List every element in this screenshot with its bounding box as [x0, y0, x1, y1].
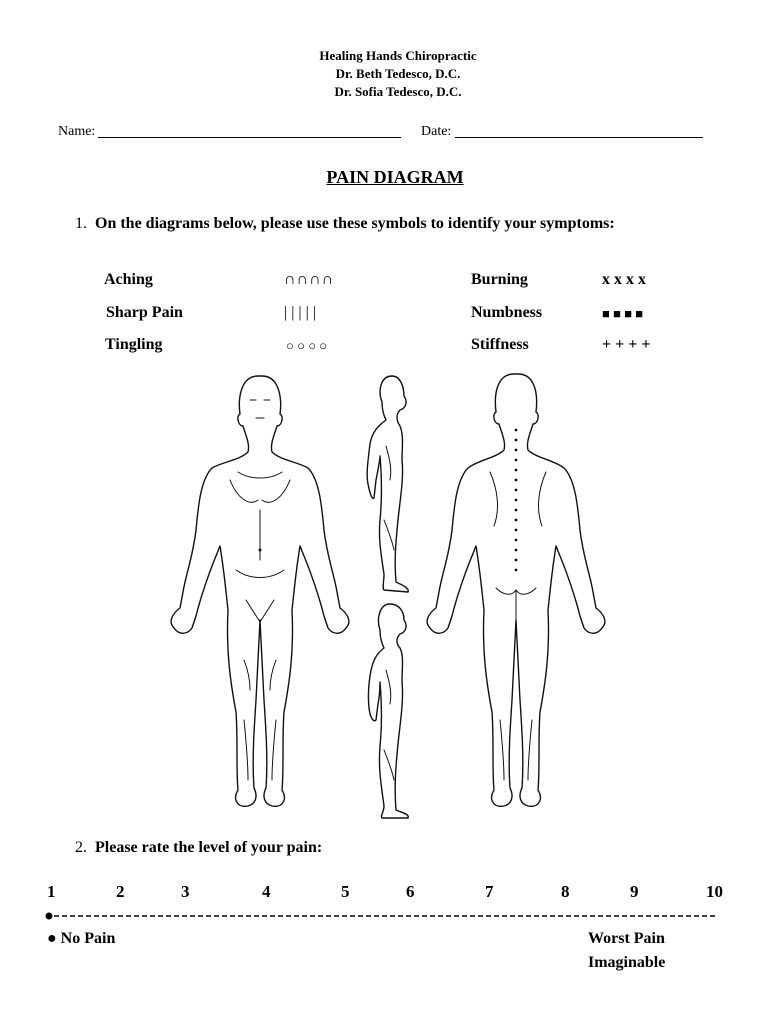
name-field[interactable]: [98, 123, 401, 138]
question-2: [75, 839, 322, 857]
scale-number-1[interactable]: 1: [47, 882, 56, 901]
scale-number-9[interactable]: 9: [630, 882, 639, 901]
scale-number-2[interactable]: 2: [116, 882, 125, 901]
scale-number-6[interactable]: 6: [406, 882, 415, 901]
scale-start-dot: [46, 913, 53, 920]
legend-burning-symbol: x x x x: [602, 271, 646, 288]
side-body-figure-lower[interactable]: [369, 604, 409, 818]
body-diagram[interactable]: [0, 360, 770, 830]
doctor-name-1: Dr. Beth Tedesco, D.C.: [335, 66, 461, 81]
date-field[interactable]: [455, 123, 703, 138]
scale-number-8[interactable]: 8: [561, 882, 570, 901]
scale-number-3[interactable]: 3: [181, 882, 190, 901]
worst-pain-label-line2: Imaginable: [588, 954, 666, 971]
question-1: [75, 215, 615, 233]
side-body-figure-upper[interactable]: [367, 376, 408, 592]
scale-number-10[interactable]: 10: [706, 882, 723, 901]
legend-sharp-symbol: | | | | |: [284, 304, 317, 321]
legend-numbness-symbol: ■ ■ ■ ■: [602, 306, 644, 321]
scale-number-7[interactable]: 7: [485, 882, 494, 901]
pain-scale-line[interactable]: [44, 910, 720, 922]
front-body-figure[interactable]: [171, 376, 349, 806]
legend-aching-symbol: ∩∩∩∩: [284, 271, 335, 288]
legend-numbness-label: Numbness: [471, 304, 543, 321]
legend-aching-label: Aching: [104, 271, 153, 288]
question-2-number: 2.: [75, 839, 87, 856]
name-label: Name:: [58, 124, 96, 139]
legend-stiffness-label: Stiffness: [471, 336, 529, 353]
legend-stiffness-symbol: + + + +: [602, 336, 651, 353]
spine-dots: [515, 429, 518, 572]
legend-burning-label: Burning: [471, 271, 528, 288]
page-title: PAIN DIAGRAM: [326, 167, 464, 187]
legend-sharp-label: Sharp Pain: [106, 304, 183, 321]
legend-tingling-symbol: ○ ○ ○ ○: [286, 338, 328, 353]
date-label: Date:: [421, 124, 452, 139]
scale-number-4[interactable]: 4: [262, 882, 271, 901]
worst-pain-label-line1: Worst Pain: [588, 930, 665, 947]
legend-tingling-label: Tingling: [105, 336, 163, 353]
practice-name: Healing Hands Chiropractic: [319, 48, 477, 63]
question-1-text: On the diagrams below, please use these symbols to identify your symptoms:: [95, 215, 615, 232]
scale-number-5[interactable]: 5: [341, 882, 350, 901]
question-1-number: 1.: [75, 215, 87, 232]
doctor-name-2: Dr. Sofia Tedesco, D.C.: [334, 84, 462, 99]
no-pain-label: ● No Pain: [47, 930, 116, 947]
question-2-text: Please rate the level of your pain:: [95, 839, 323, 856]
back-body-figure[interactable]: [427, 374, 605, 806]
